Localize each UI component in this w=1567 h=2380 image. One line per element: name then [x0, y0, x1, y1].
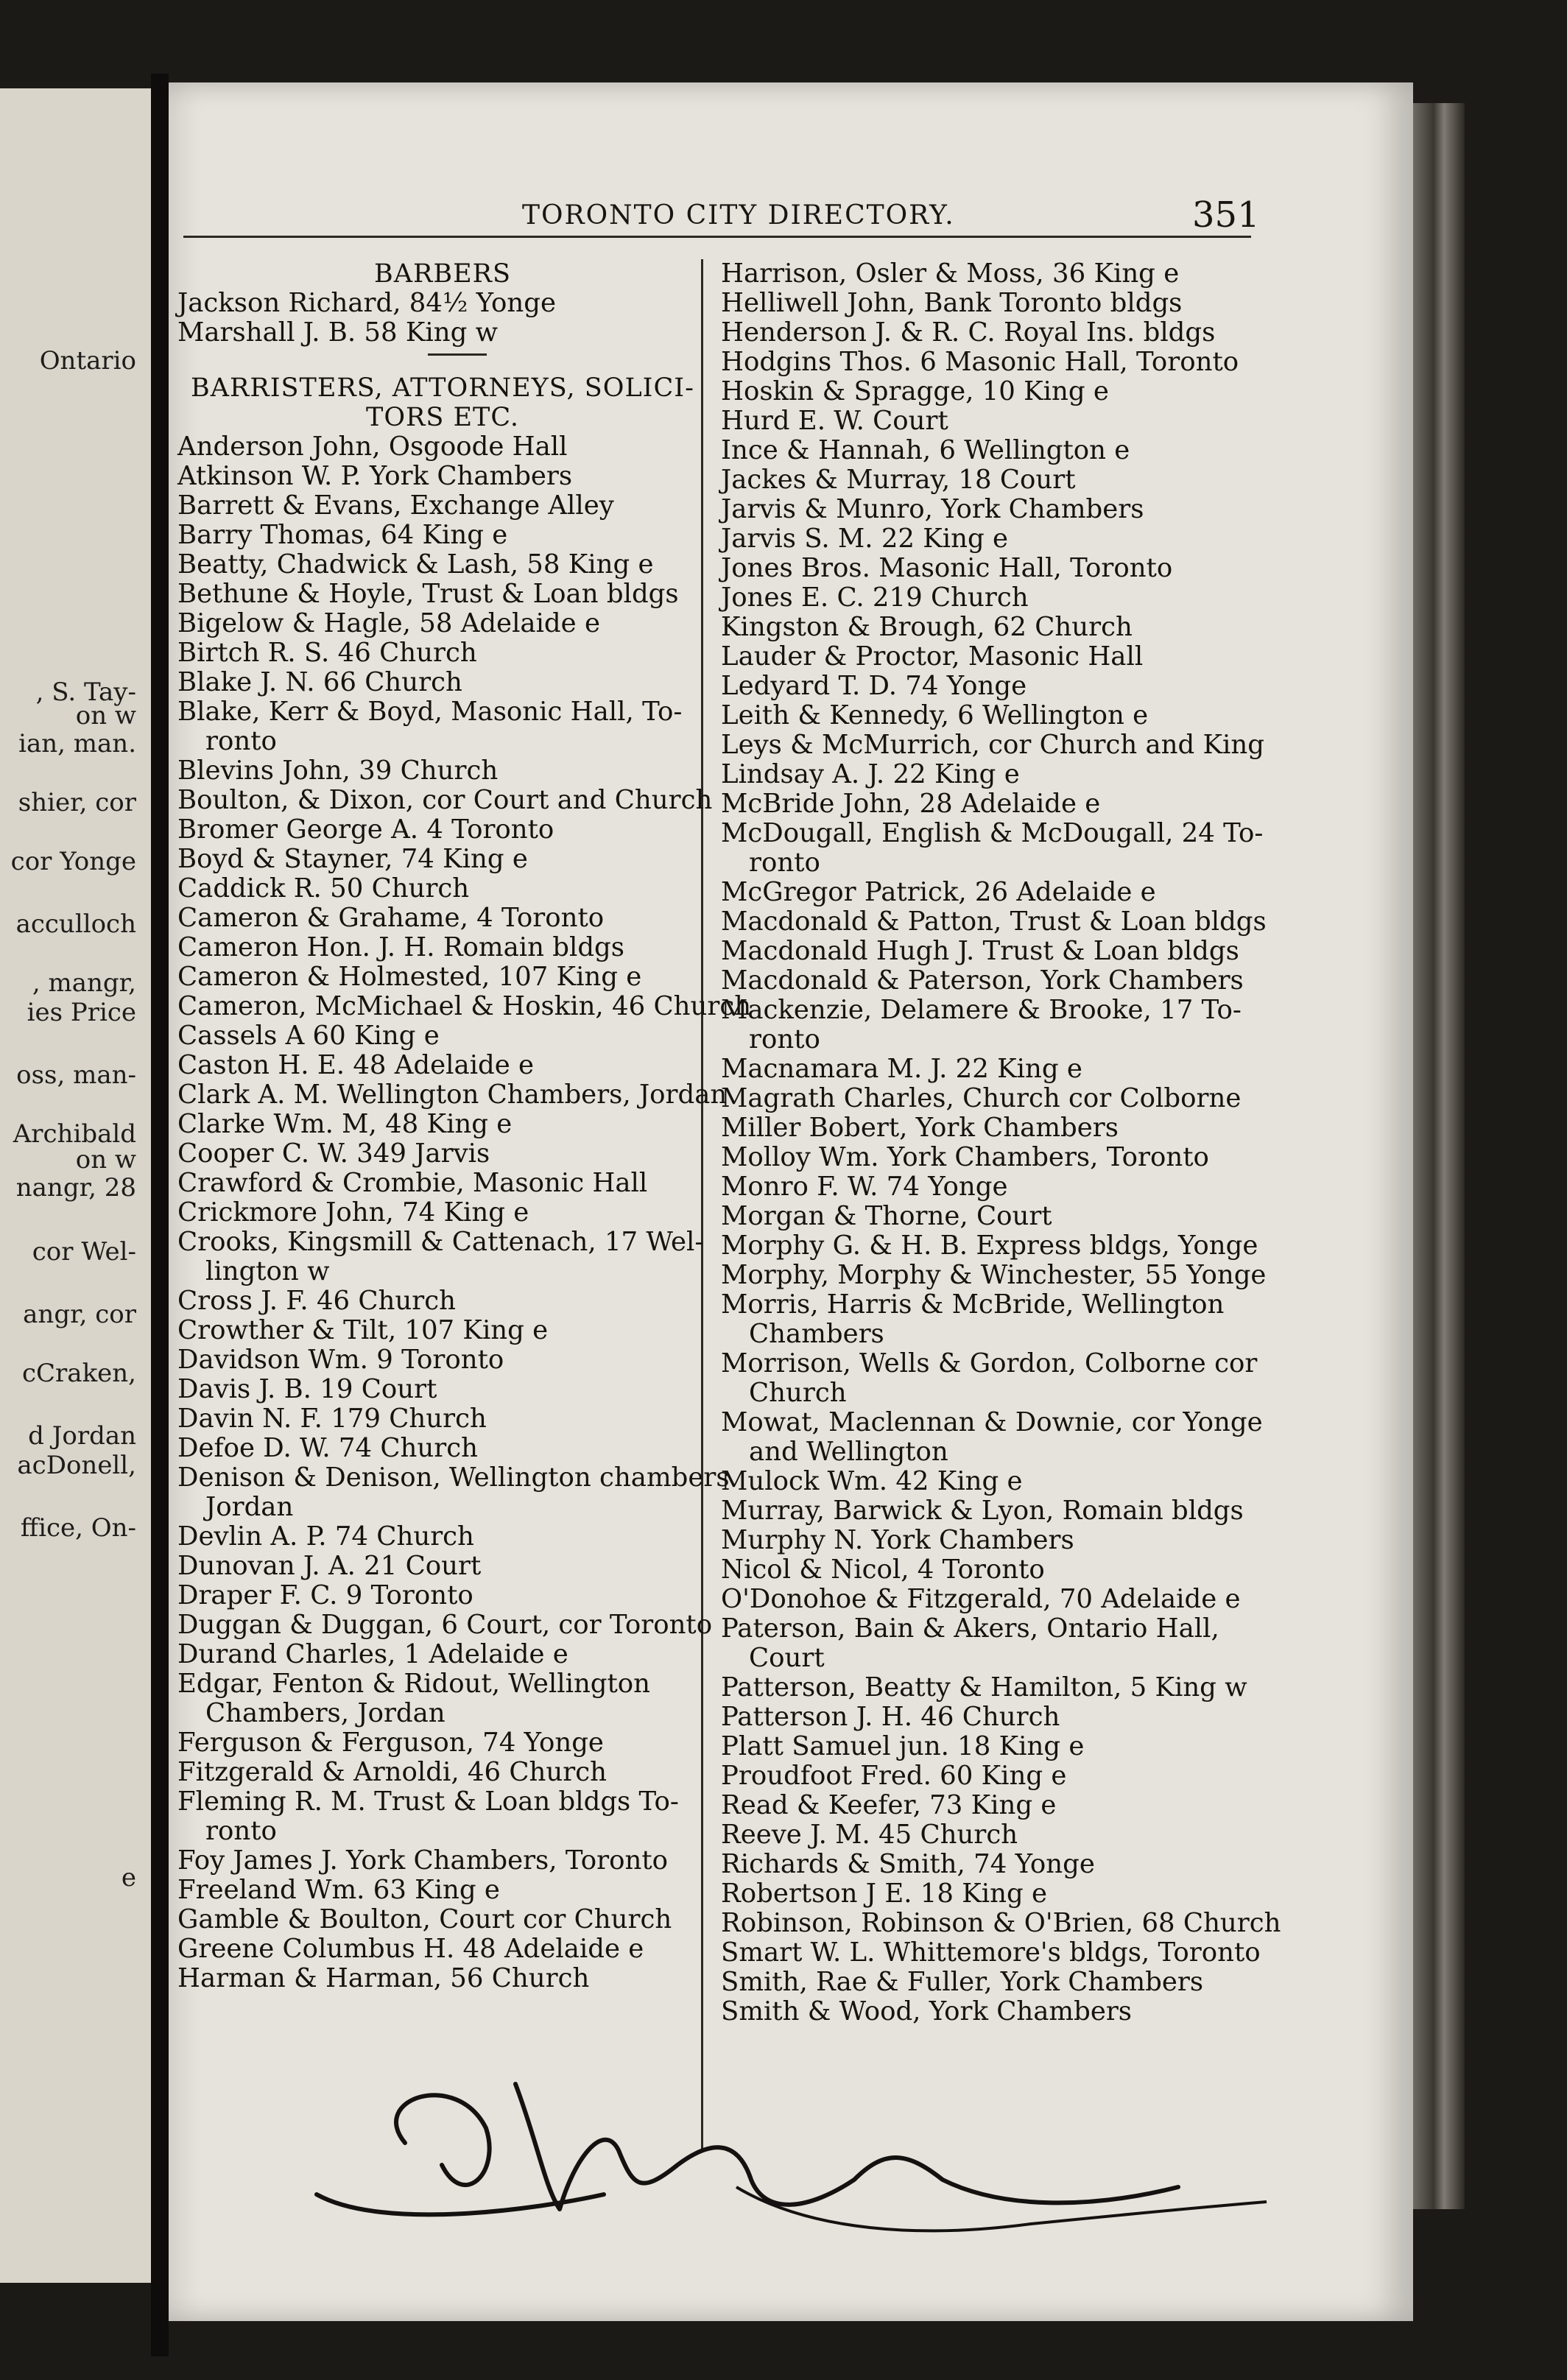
list-item	[177, 1964, 708, 1993]
list-item	[177, 1787, 708, 1846]
entry-text: Ledyard T. D. 74 Yonge	[721, 671, 1027, 701]
entry-text: Helliwell John, Bank Toronto bldgs	[721, 288, 1183, 318]
entry-text: Ferguson & Ferguson, 74 Yonge	[177, 1728, 604, 1758]
entry-text: Davis J. B. 19 Court	[177, 1374, 437, 1404]
entry-text: Dunovan J. A. 21 Court	[177, 1551, 482, 1581]
entry-text: Devlin A. P. 74 Church	[177, 1521, 474, 1552]
facing-page-text: cCraken,	[21, 1359, 136, 1388]
list-item	[177, 933, 708, 962]
list-item	[721, 1761, 1251, 1791]
list-item	[177, 1169, 708, 1198]
list-item	[721, 1732, 1251, 1761]
list-item	[177, 1051, 708, 1080]
entry-text: Smart W. L. Whittemore's bldgs, Toronto	[721, 1937, 1261, 1968]
list-item	[177, 785, 713, 815]
entry-text: Crowther & Tilt, 107 King e	[177, 1315, 549, 1345]
list-item	[721, 1348, 1258, 1408]
entry-text: Cameron Hon. J. H. Romain bldgs	[177, 932, 625, 962]
entry-text: Jones E. C. 219 Church	[721, 582, 1029, 613]
list-item	[177, 1758, 708, 1787]
list-item	[721, 1143, 1251, 1172]
list-item	[177, 550, 708, 580]
entry-text: Murray, Barwick & Lyon, Romain bldgs	[721, 1496, 1244, 1526]
entry-text: Birtch R. S. 46 Church	[177, 638, 477, 668]
list-item	[721, 613, 1251, 642]
list-item	[177, 668, 708, 697]
list-item	[721, 789, 1251, 819]
list-item	[721, 348, 1251, 377]
entry-text: Monro F. W. 74 Yonge	[721, 1172, 1008, 1202]
list-item	[177, 756, 708, 786]
entry-text: Clark A. M. Wellington Chambers, Jordan	[177, 1080, 728, 1110]
list-item	[721, 406, 1251, 436]
entry-text: Boyd & Stayner, 74 King e	[177, 844, 528, 874]
list-item	[721, 377, 1251, 406]
entry-text: Jones Bros. Masonic Hall, Toronto	[721, 553, 1173, 583]
entry-text: Paterson, Bain & Akers, Ontario Hall,	[721, 1613, 1219, 1644]
list-item	[721, 906, 1267, 937]
facing-page-text: nangr, 28	[15, 1173, 136, 1203]
entry-text: Miller Bobert, York Chambers	[721, 1113, 1119, 1143]
list-item	[721, 1879, 1251, 1909]
section-heading-barbers: BARBERS	[374, 259, 511, 289]
facing-page-text: ian, man.	[18, 729, 136, 758]
entry-text: Fleming R. M. Trust & Loan bldgs To-	[177, 1786, 679, 1817]
list-item	[177, 904, 708, 933]
entry-text: Blevins John, 39 Church	[177, 756, 499, 786]
barristers-list	[177, 432, 752, 1993]
list-item	[177, 1934, 708, 1964]
section-rule	[428, 353, 487, 356]
list-item	[177, 1522, 708, 1552]
entry-text: Hodgins Thos. 6 Masonic Hall, Toronto	[721, 347, 1239, 377]
facing-page-text: on w	[75, 701, 136, 730]
entry-text: Draper F. C. 9 Toronto	[177, 1580, 473, 1610]
facing-page-text: on w	[75, 1145, 136, 1175]
entry-text: Duggan & Duggan, 6 Court, cor Toronto	[177, 1610, 713, 1640]
entry-text: Leys & McMurrich, cor Church and King	[721, 730, 1264, 760]
entry-text: Defoe D. W. 74 Church	[177, 1433, 478, 1463]
book-gutter	[151, 74, 169, 2356]
entry-text: Blake J. N. 66 Church	[177, 667, 462, 697]
page-number: 351	[1192, 194, 1260, 236]
list-item	[721, 1202, 1251, 1231]
entry-text: Leith & Kennedy, 6 Wellington e	[721, 700, 1149, 730]
entry-text: Morris, Harris & McBride, Wellington	[721, 1289, 1225, 1320]
list-item	[177, 609, 708, 638]
right-column	[721, 258, 1281, 2027]
facing-page-text: , S. Tay-	[35, 677, 136, 707]
list-item	[721, 701, 1251, 730]
entry-text: Davin N. F. 179 Church	[177, 1404, 487, 1434]
list-item	[177, 1669, 708, 1728]
entry-text: Macnamara M. J. 22 King e	[721, 1054, 1082, 1084]
entry-text: Denison & Denison, Wellington chambers	[177, 1462, 730, 1493]
list-item	[721, 495, 1251, 524]
list-item	[721, 554, 1251, 583]
entry-text: Patterson, Beatty & Hamilton, 5 King w	[721, 1672, 1247, 1703]
list-item	[177, 845, 708, 874]
list-item	[721, 1496, 1251, 1526]
section-heading-barristers: BARRISTERS, ATTORNEYS, SOLICI-	[191, 373, 694, 403]
entry-text: Macdonald Hugh J. Trust & Loan bldgs	[721, 936, 1239, 966]
entry-text: Atkinson W. P. York Chambers	[177, 461, 573, 491]
entry-text: Cooper C. W. 349 Jarvis	[177, 1138, 490, 1169]
list-item	[721, 524, 1251, 554]
list-item	[177, 1286, 708, 1316]
entry-text: Barrett & Evans, Exchange Alley	[177, 490, 614, 521]
list-item	[721, 730, 1264, 760]
facing-page-text: ies Price	[27, 998, 136, 1027]
list-item	[721, 996, 1251, 1055]
list-item	[177, 462, 708, 491]
list-item: Jackson Richard, 84½ Yonge	[177, 288, 556, 318]
entry-text: Davidson Wm. 9 Toronto	[177, 1345, 504, 1375]
list-item	[177, 1139, 708, 1169]
facing-page-text: oss, man-	[16, 1060, 136, 1090]
list-item	[177, 1581, 708, 1610]
list-item	[177, 962, 708, 992]
entry-continuation: Chambers	[749, 1319, 884, 1349]
entry-text: Durand Charles, 1 Adelaide e	[177, 1639, 568, 1669]
list-item	[721, 1850, 1251, 1879]
list-item	[721, 1968, 1251, 1997]
list-item	[177, 638, 708, 668]
entry-text: Kingston & Brough, 62 Church	[721, 612, 1133, 642]
list-item	[177, 521, 708, 550]
entry-text: Lindsay A. J. 22 King e	[721, 759, 1020, 789]
entry-continuation: ronto	[205, 726, 277, 756]
list-item	[177, 1228, 708, 1286]
list-item	[721, 1585, 1251, 1614]
entry-text: Caston H. E. 48 Adelaide e	[177, 1050, 535, 1080]
entry-text: Smith, Rae & Fuller, York Chambers	[721, 1967, 1204, 1997]
list-item	[721, 1937, 1261, 1968]
list-item	[721, 1526, 1251, 1555]
facing-page-text: cor Yonge	[10, 847, 136, 876]
entry-text: Bromer George A. 4 Toronto	[177, 814, 554, 845]
list-item	[721, 642, 1251, 672]
entry-text: Patterson J. H. 46 Church	[721, 1702, 1060, 1732]
entry-text: Beatty, Chadwick & Lash, 58 King e	[177, 549, 654, 580]
entry-text: Cameron & Grahame, 4 Toronto	[177, 903, 605, 933]
entry-text: Macdonald & Paterson, York Chambers	[721, 965, 1244, 996]
header-rule	[183, 236, 1251, 238]
facing-page-text: Archibald	[13, 1119, 136, 1149]
entry-text: Morphy, Morphy & Winchester, 55 Yonge	[721, 1260, 1267, 1290]
entry-continuation: lington w	[205, 1256, 330, 1286]
entry-text: Harrison, Osler & Moss, 36 King e	[721, 258, 1180, 289]
list-item	[721, 760, 1251, 789]
list-item	[721, 818, 1264, 878]
list-item	[721, 878, 1251, 907]
list-item	[177, 1021, 708, 1051]
entry-text: McGregor Patrick, 26 Adelaide e	[721, 877, 1156, 907]
entry-text: Lauder & Proctor, Masonic Hall	[721, 641, 1144, 672]
list-item	[721, 1084, 1251, 1113]
entry-text: Gamble & Boulton, Court cor Church	[177, 1904, 672, 1934]
entry-text: Crawford & Crombie, Masonic Hall	[177, 1168, 648, 1198]
entry-text: Greene Columbus H. 48 Adelaide e	[177, 1934, 644, 1964]
entry-text: Ince & Hannah, 6 Wellington e	[721, 435, 1130, 465]
entry-text: Barry Thomas, 64 King e	[177, 520, 508, 550]
entry-text: Fitzgerald & Arnoldi, 46 Church	[177, 1757, 607, 1787]
list-item	[721, 1997, 1251, 2027]
entry-text: Jackes & Murray, 18 Court	[721, 465, 1076, 495]
list-item	[177, 1434, 708, 1463]
page-stack-edge	[1413, 103, 1465, 2209]
list-item	[177, 991, 752, 1021]
entry-continuation: ronto	[749, 848, 820, 878]
entry-continuation: and Wellington	[749, 1437, 948, 1467]
list-item	[721, 1791, 1251, 1820]
entry-text: Macdonald & Patton, Trust & Loan bldgs	[721, 906, 1267, 937]
entry-text: Proudfoot Fred. 60 King e	[721, 1761, 1067, 1791]
list-item	[177, 491, 708, 521]
list-item	[721, 318, 1251, 348]
facing-page-text: acculloch	[15, 909, 136, 939]
directory-page	[169, 82, 1413, 2321]
list-item	[177, 1905, 708, 1934]
entry-text: Morrison, Wells & Gordon, Colborne cor	[721, 1348, 1258, 1379]
section-heading-barristers-cont: TORS ETC.	[365, 403, 520, 432]
list-item	[177, 1728, 708, 1758]
list-item	[721, 1467, 1251, 1496]
entry-text: Nicol & Nicol, 4 Toronto	[721, 1555, 1045, 1585]
list-item	[721, 966, 1251, 996]
entry-text: Reeve J. M. 45 Church	[721, 1820, 1018, 1850]
list-item	[721, 289, 1251, 318]
list-item	[721, 1231, 1258, 1261]
handwritten-signature	[295, 2040, 1289, 2261]
list-item	[721, 1673, 1251, 1703]
running-head	[169, 194, 1413, 239]
entry-text: Crooks, Kingsmill & Cattenach, 17 Wel-	[177, 1227, 704, 1257]
list-item	[177, 1375, 708, 1404]
facing-page-fragment	[0, 88, 155, 2283]
entry-text: Robinson, Robinson & O'Brien, 68 Church	[721, 1908, 1281, 1938]
list-item	[721, 259, 1251, 289]
entry-text: Richards & Smith, 74 Yonge	[721, 1849, 1095, 1879]
entry-text: Molloy Wm. York Chambers, Toronto	[721, 1142, 1209, 1172]
list-item	[177, 1080, 728, 1110]
list-item	[721, 1908, 1281, 1938]
entry-text: Jarvis S. M. 22 King e	[721, 524, 1009, 554]
list-item	[177, 1462, 730, 1522]
entry-continuation: ronto	[749, 1024, 820, 1055]
entry-text: Cassels A 60 King e	[177, 1021, 440, 1051]
running-title: TORONTO CITY DIRECTORY.	[522, 200, 955, 230]
entry-text: O'Donohoe & Fitzgerald, 70 Adelaide e	[721, 1584, 1241, 1614]
entry-text: Robertson J E. 18 King e	[721, 1879, 1048, 1909]
list-item	[721, 1820, 1251, 1850]
entry-text: Bethune & Hoyle, Trust & Loan bldgs	[177, 579, 679, 609]
facing-page-text: Ontario	[39, 346, 136, 376]
list-item	[177, 1640, 708, 1669]
entry-text: Platt Samuel jun. 18 King e	[721, 1731, 1085, 1761]
list-item	[721, 1055, 1251, 1084]
list-item	[177, 1552, 708, 1581]
list-item	[721, 1113, 1251, 1143]
entry-text: Mackenzie, Delamere & Brooke, 17 To-	[721, 995, 1242, 1025]
entry-text: Boulton, & Dixon, cor Court and Church	[177, 785, 713, 815]
entry-text: McDougall, English & McDougall, 24 To-	[721, 818, 1264, 848]
left-column	[177, 259, 752, 1993]
list-item	[721, 583, 1251, 613]
entry-text: Cameron, McMichael & Hoskin, 46 Church	[177, 991, 752, 1021]
entry-continuation: Jordan	[205, 1492, 294, 1522]
facing-page-text: , mangr,	[32, 968, 136, 998]
entry-text: Smith & Wood, York Chambers	[721, 1996, 1133, 2027]
entry-text: Mowat, Maclennan & Downie, cor Yonge	[721, 1407, 1263, 1437]
entry-continuation: Chambers, Jordan	[205, 1698, 446, 1728]
entry-text: Read & Keefer, 73 King e	[721, 1790, 1057, 1820]
list-item	[177, 1345, 708, 1375]
entry-text: McBride John, 28 Adelaide e	[721, 789, 1101, 819]
list-item	[721, 1614, 1251, 1673]
entry-text: Mulock Wm. 42 King e	[721, 1466, 1023, 1496]
list-item	[177, 432, 708, 462]
list-item	[721, 1290, 1251, 1349]
facing-page-text: ffice, On-	[20, 1513, 136, 1543]
facing-page-text: d Jordan	[28, 1421, 136, 1451]
entry-text: Jarvis & Munro, York Chambers	[721, 494, 1144, 524]
list-item	[721, 465, 1251, 495]
entry-text: Morphy G. & H. B. Express bldgs, Yonge	[721, 1231, 1258, 1261]
facing-page-text: e	[121, 1863, 136, 1893]
list-item	[177, 815, 708, 845]
entry-text: Edgar, Fenton & Ridout, Wellington	[177, 1669, 651, 1699]
entry-text: Blake, Kerr & Boyd, Masonic Hall, To-	[177, 697, 683, 727]
list-item	[177, 1846, 708, 1876]
list-item	[177, 874, 708, 904]
entry-text: Hurd E. W. Court	[721, 406, 948, 436]
list-item	[177, 1110, 708, 1139]
entry-text: Morgan & Thorne, Court	[721, 1201, 1052, 1231]
entry-text: Bigelow & Hagle, 58 Adelaide e	[177, 608, 600, 638]
list-item	[177, 1610, 713, 1640]
list-item	[721, 1703, 1251, 1732]
list-item: Marshall J. B. 58 King w	[177, 317, 499, 348]
entry-text: Caddick R. 50 Church	[177, 873, 470, 904]
entry-text: Freeland Wm. 63 King e	[177, 1875, 500, 1905]
list-item	[721, 1172, 1251, 1202]
entry-text: Crickmore John, 74 King e	[177, 1197, 529, 1228]
list-item	[177, 1876, 708, 1905]
entry-text: Magrath Charles, Church cor Colborne	[721, 1083, 1242, 1113]
list-item	[177, 1198, 708, 1228]
entry-text: Hoskin & Spragge, 10 King e	[721, 376, 1109, 406]
entry-text: Harman & Harman, 56 Church	[177, 1963, 590, 1993]
entry-continuation: Court	[749, 1643, 825, 1673]
list-item	[177, 580, 708, 609]
facing-page-text: acDonell,	[17, 1451, 136, 1480]
entry-text: Foy James J. York Chambers, Toronto	[177, 1845, 668, 1876]
entry-continuation: ronto	[205, 1816, 277, 1846]
list-item	[177, 1316, 708, 1345]
barristers-list-continued	[721, 258, 1281, 2027]
entry-text: Anderson John, Osgoode Hall	[177, 432, 568, 462]
entry-text: Clarke Wm. M, 48 King e	[177, 1109, 513, 1139]
list-item	[177, 697, 708, 756]
list-item	[721, 1407, 1263, 1467]
facing-page-text: shier, cor	[18, 788, 136, 817]
facing-page-text: angr, cor	[23, 1300, 136, 1329]
list-item	[721, 1555, 1251, 1585]
list-item	[721, 436, 1251, 465]
list-item	[721, 937, 1251, 966]
list-item	[721, 672, 1251, 701]
entry-text: Cross J. F. 46 Church	[177, 1286, 457, 1316]
list-item	[721, 1260, 1267, 1290]
list-item	[177, 1404, 708, 1434]
entry-text: Murphy N. York Chambers	[721, 1525, 1074, 1555]
facing-page-text: cor Wel-	[32, 1237, 136, 1267]
entry-text: Cameron & Holmested, 107 King e	[177, 962, 642, 992]
entry-continuation: Church	[749, 1378, 847, 1408]
entry-text: Henderson J. & R. C. Royal Ins. bldgs	[721, 317, 1216, 348]
